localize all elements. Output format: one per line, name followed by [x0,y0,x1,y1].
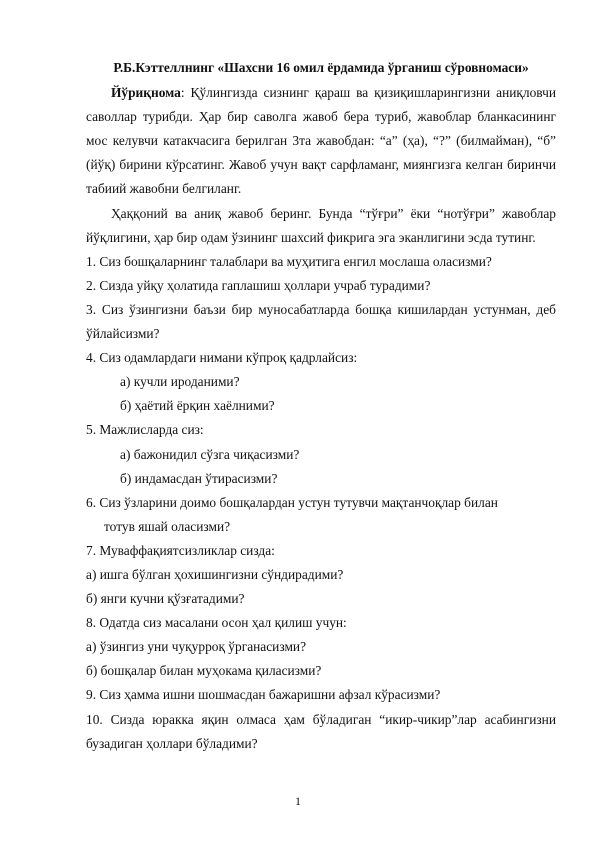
question-7-option-a: а) ишга бўлган ҳохишингизни сўндирадими? [86,566,344,582]
question-5-option-a: а) бажонидил сўзга чиқасизми? [120,446,300,462]
question-4-option-b: б) ҳаётий ёрқин хаёлними? [120,398,275,414]
instruction-text: : Қўлингизда сизнинг қараш ва қизиқишларингизни аниқловчи саволлар турибди. Ҳар бир саволга жавоб бера туриб, жавоблар бланкасининг мос келувчи катакчасига берилган 3та жавобдан: “а” (ҳа), “?” (билмайман), “б” (йўқ) бирини кўрсатинг. Жавоб учун вақт сарфламанг, миянгизга келган биринчи табиий жавобни белгиланг. [86,85,556,197]
question-7-option-b: б) янги кучни қўзғатадими? [86,591,245,607]
question-8-option-b: б) бошқалар билан муҳокама қиласизми? [86,663,322,679]
question-6-continuation: тотув яшай оласизми? [104,518,231,534]
question-6: 6. Сиз ўзларини доимо бошқалардан устун тутувчи мақтанчоқлар билан [86,494,498,510]
question-9: 9. Сиз ҳамма ишни шошмасдан бажаришни афзал кўрасизми? [86,687,441,703]
question-5: 5. Мажлисларда сиз: [86,422,204,438]
question-3: 3. Сиз ўзингизни баъзи бир муносабатларда бошқа кишилардан устунман, деб ўйлайсизми? [86,301,556,342]
instruction-label: Йўриқнома [111,85,181,101]
question-10: 10. Сизда юракка яқин олмаса ҳам бўладиган “икир-чикир”лар асабингизни бузадиган ҳоллари бўладими? [86,711,556,751]
question-4-option-a: а) кучли ироданими? [120,374,240,390]
question-4: 4. Сиз одамлардаги нимани кўпроқ қадрлайсиз: [86,350,358,366]
document-body [86,56,556,756]
question-2: 2. Сизда уйқу ҳолатида гаплашиш ҳоллари учраб турадими? [86,277,431,293]
question-8: 8. Одатда сиз масалани осон ҳал қилиш учун: [86,615,347,631]
document-title: Р.Б.Кэттеллнинг «Шахсни 16 омил ёрдамида ўрганиш сўровномаси» [113,60,529,75]
question-8-option-a: а) ўзингиз уни чуқурроқ ўрганасизми? [86,639,307,655]
question-1: 1. Сиз бошқаларнинг талаблари ва муҳитига енгил мослаша оласизми? [86,253,492,269]
question-5-option-b: б) индамасдан ўтирасизми? [120,470,278,486]
instruction-paragraph-2: Ҳаққоний ва аниқ жавоб беринг. Бунда “тўғри” ёки “нотўғри” жавоблар йўқлигини, ҳар бир одам ўзининг шахсий фикрига эга эканлигини эсда тутинг. [86,205,556,245]
instruction-paragraph [86,81,556,201]
question-7: 7. Муваффақиятсизликлар сизда: [86,542,275,558]
page-number: 1 [295,794,301,808]
